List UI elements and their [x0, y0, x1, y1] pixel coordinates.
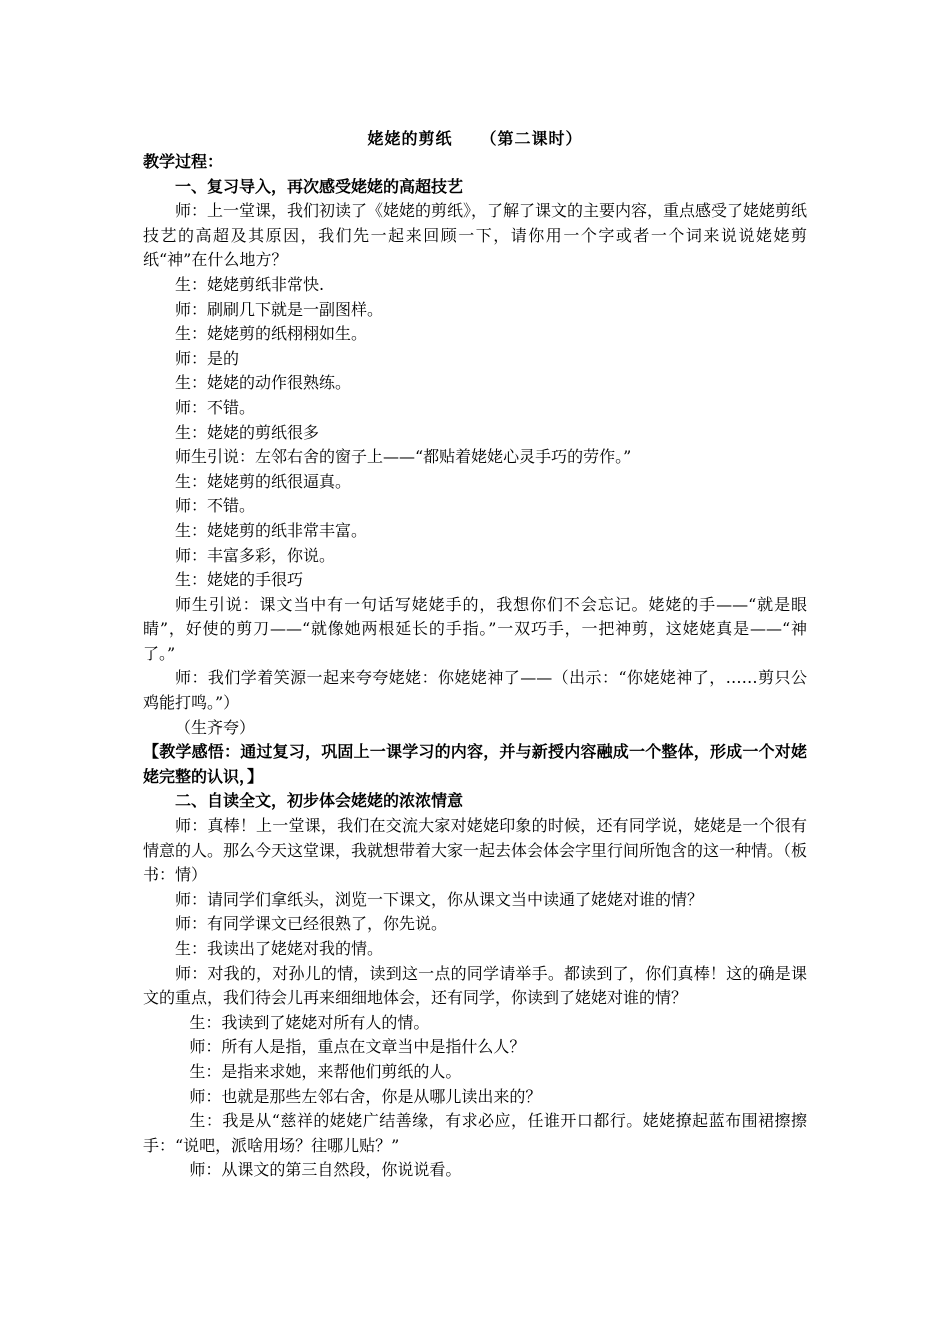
paragraph: 师：也就是那些左邻右舍，你是从哪儿读出来的？ — [189, 1086, 542, 1106]
paragraph: 师：丰富多彩，你说。 — [175, 545, 336, 565]
paragraph: 生：是指来求她，来帮他们剪纸的人。 — [189, 1061, 462, 1081]
paragraph: 师生引说：课文当中有一句话写姥姥手的，我想你们不会忘记。姥姥的手——“就是眼睛”，好使的剪刀——“就像她两根延长的手指。”一双巧手，一把神剪，这姥姥真是——“神了。” — [143, 594, 807, 663]
paragraph: 师：从课文的第三自然段，你说说看。 — [189, 1160, 462, 1180]
paragraph: 师：我们学着笑源一起来夸夸姥姥：你姥姥神了——（出示：“你姥姥神了，……剪只公鸡能打鸣。”） — [143, 668, 807, 713]
paragraph: 生：姥姥剪的纸很逼真。 — [175, 471, 352, 491]
paragraph: 师：不错。 — [175, 397, 256, 417]
title-main: 姥姥的剪纸 — [367, 129, 453, 148]
paragraph: 师：不错。 — [175, 496, 256, 516]
paragraph: 生：姥姥剪的纸非常丰富。 — [175, 520, 368, 540]
document-body — [143, 150, 807, 1183]
paragraph: 生：姥姥的动作很熟练。 — [175, 373, 352, 393]
paragraph: 生：我读出了姥姥对我的情。 — [175, 939, 384, 958]
paragraph: 师：请同学们拿纸头，浏览一下课文，你从课文当中读通了姥姥对谁的情？ — [175, 889, 704, 909]
paragraph: 生：我是从“慈祥的姥姥广结善缘，有求必应，任谁开口都行。姥姥撩起蓝布围裙擦擦手：“说吧，派啥用场？往哪儿贴？” — [143, 1111, 807, 1155]
section-heading: 【教学感悟：通过复习，巩固上一课学习的内容，并与新授内容融成一个整体，形成一个对姥姥完整的认识，】 — [143, 742, 807, 786]
paragraph: 师：真棒！上一堂课，我们在交流大家对姥姥印象的时候，还有同学说，姥姥是一个很有情意的人。那么今天这堂课，我就想带着大家一起去体会体会字里行间所饱含的这一种情。（板书：情） — [143, 816, 808, 885]
paragraph: 师：刷刷几下就是一副图样。 — [175, 299, 384, 319]
paragraph: 师：有同学课文已经很熟了，你先说。 — [175, 914, 448, 934]
section-heading: 教学过程： — [143, 152, 224, 171]
paragraph: 生：我读到了姥姥对所有人的情。 — [189, 1012, 430, 1032]
paragraph: 生：姥姥的剪纸很多 — [175, 422, 320, 442]
section-heading: 二、自读全文，初步体会姥姥的浓浓情意 — [175, 791, 464, 811]
paragraph: 生：姥姥剪纸非常快. — [175, 274, 325, 294]
paragraph: 师：上一堂课，我们初读了《姥姥的剪纸》，了解了课文的主要内容，重点感受了姥姥剪纸技艺的高超及其原因，我们先一起来回顾一下，请你用一个字或者一个词来说说姥姥剪纸“神”在什么地方？ — [143, 201, 808, 270]
document-title — [0, 126, 950, 149]
paragraph: （生齐夸） — [175, 717, 256, 737]
paragraph: 师：对我的，对孙儿的情，读到这一点的同学请举手。都读到了，你们真棒！这的确是课文的重点，我们待会儿再来细细地体会，还有同学，你读到了姥姥对谁的情？ — [143, 963, 807, 1008]
paragraph: 生：姥姥的手很巧 — [175, 570, 304, 590]
paragraph: 师：所有人是指，重点在文章当中是指什么人？ — [189, 1037, 526, 1057]
section-heading: 一、复习导入，再次感受姥姥的高超技艺 — [175, 176, 464, 196]
paragraph: 师：是的 — [175, 348, 240, 368]
paragraph: 生：姥姥剪的纸栩栩如生。 — [175, 324, 368, 344]
title-sub: （第二课时） — [480, 129, 583, 148]
paragraph: 师生引说：左邻右舍的窗子上——“都贴着姥姥心灵手巧的劳作。” — [175, 447, 632, 467]
